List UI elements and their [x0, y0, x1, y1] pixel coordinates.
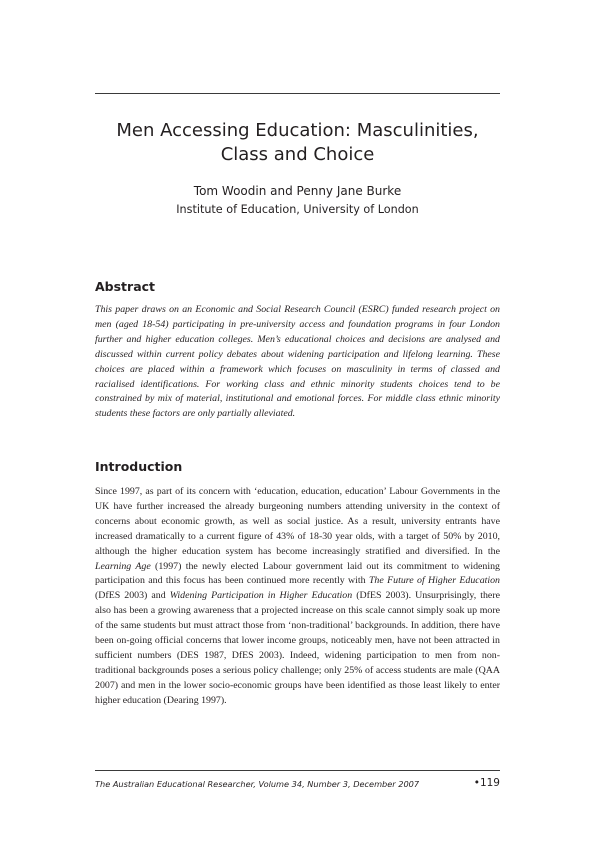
- header-rule: [95, 93, 500, 94]
- intro-italic-widening-participation: Widening Participation in Higher Education: [169, 590, 353, 602]
- authors: Tom Woodin and Penny Jane Burke: [193, 184, 402, 198]
- paper-title: [95, 119, 500, 167]
- intro-text-3: (DfES 2003) and: [95, 590, 170, 602]
- abstract-heading: Abstract: [95, 279, 156, 294]
- intro-text-1: Since 1997, as part of its concern with ‘education, education, education’ Labour Governments in the UK have further increased the already burgeoning numbers attending university in the context of concerns about economic growth, as well as social justice. As a result, university entrants have increased dramatically to a current figure of 43% of 18-30 year olds, with a target of 50% by 2010, although the higher education system has become increasingly stratified and diversified. In the: [95, 486, 500, 557]
- introduction-paragraph: [95, 485, 500, 709]
- paper-title-line-2: Class and Choice: [220, 144, 375, 165]
- intro-text-4: (DfES 2003). Unsurprisingly, there also has been a growing awareness that a projected increase on this scale cannot simply soak up more of the same students but must attract those from ‘non-traditional’ backgrounds. In addition, there have been on-going official concerns that lower income groups, noticeably men, have not been attracted in sufficient numbers (DES 1987, DfES 2003). Indeed, widening participation to men from non-traditional backgrounds poses a serious policy challenge; only 25% of access students are male (QAA 2007) and men in the lower socio-economic groups have been identified as those least likely to enter higher education (Dearing 1997).: [95, 590, 500, 706]
- affiliation: Institute of Education, University of London: [176, 203, 419, 216]
- intro-text-2: (1997) the newly elected Labour government laid out its commitment to widening participation and this focus has been continued more recently with: [95, 560, 500, 587]
- introduction-heading: Introduction: [95, 459, 183, 474]
- page-number: •119: [473, 777, 500, 789]
- intro-italic-learning-age: Learning Age: [95, 560, 151, 572]
- paper-title-line-1: Men Accessing Education: Masculinities,: [116, 120, 479, 141]
- abstract-text: This paper draws on an Economic and Social Research Council (ESRC) funded research project on men (aged 18-54) participating in pre-university access and foundation programs in four London further and higher education colleges. Men’s educational choices and decisions are analysed and discussed within current policy debates about widening participation and lifelong learning. These choices are placed within a framework which focuses on masculinity in terms of classed and racialised identifications. For working class and ethnic minority students choices tend to be constrained by mix of material, institutional and emotional forces. For middle class ethnic minority students these factors are only partially alleviated.: [95, 304, 500, 420]
- intro-italic-future-he: The Future of Higher Education: [368, 575, 500, 587]
- footer-rule: [95, 770, 500, 771]
- footer-journal-citation: The Australian Educational Researcher, Volume 34, Number 3, December 2007: [95, 779, 420, 789]
